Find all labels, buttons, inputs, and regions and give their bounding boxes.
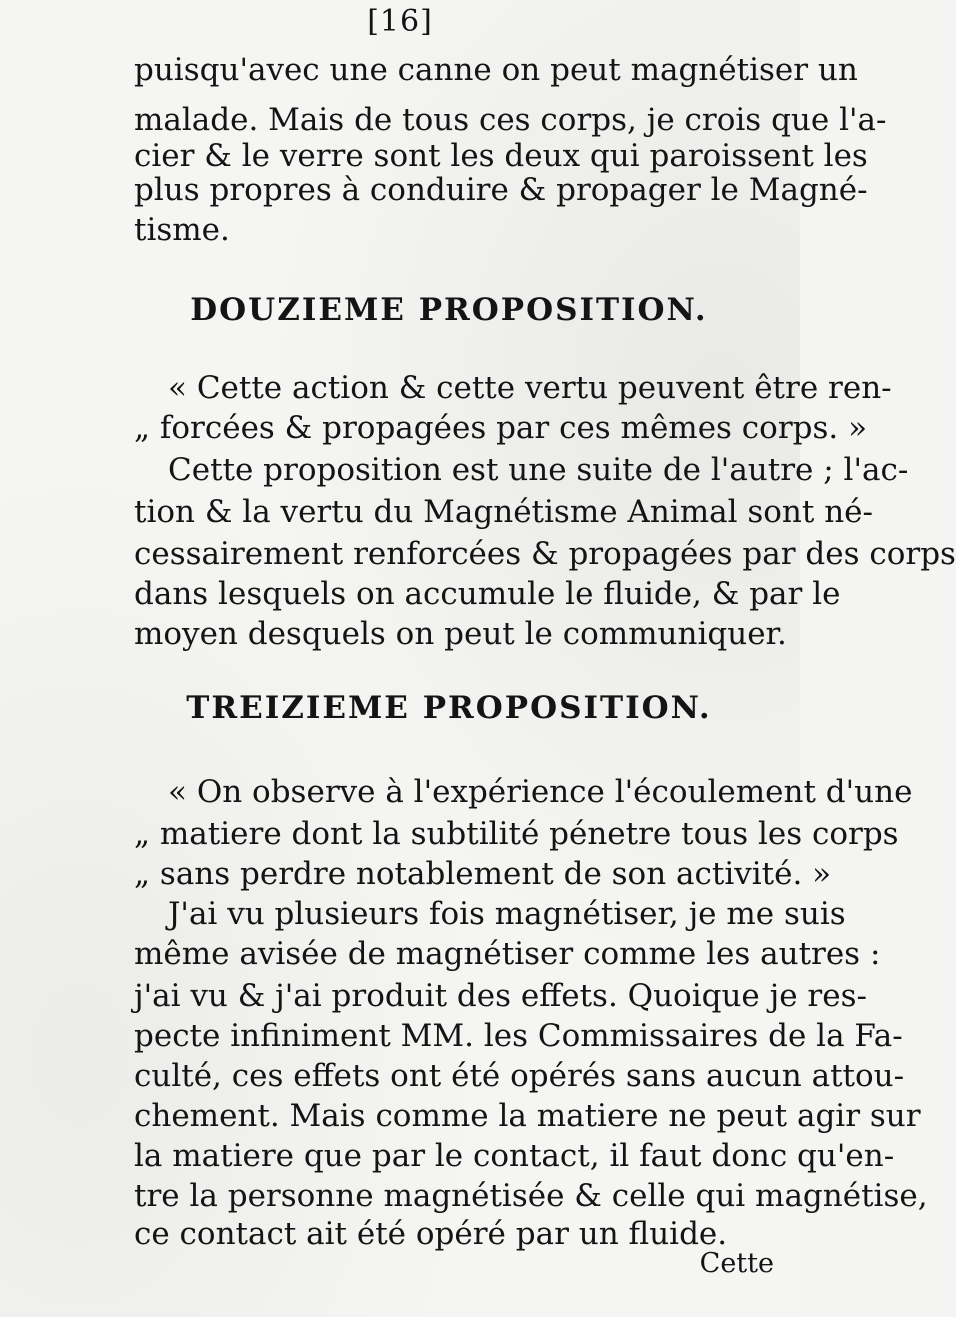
quote-line: « On observe à l'expérience l'écoulement d'une	[168, 774, 913, 810]
text-line: puisqu'avec une canne on peut magnétiser un	[134, 52, 858, 88]
quote-line: „ forcées & propagées par ces mêmes corps. »	[134, 410, 868, 446]
text-line: J'ai vu plusieurs fois magnétiser, je me suis	[168, 896, 846, 932]
text-line: malade. Mais de tous ces corps, je crois que l'a-	[134, 102, 887, 138]
text-line: dans lesquels on accumule le fluide, & par le	[134, 576, 841, 612]
text-line: moyen desquels on peut le communiquer.	[134, 616, 787, 652]
text-line: cier & le verre sont les deux qui paroissent les	[134, 138, 868, 174]
text-line: tisme.	[134, 212, 230, 248]
text-line: tre la personne magnétisée & celle qui magnétise,	[134, 1178, 928, 1214]
text-line: tion & la vertu du Magnétisme Animal sont né-	[134, 494, 873, 530]
text-line: plus propres à conduire & propager le Magné-	[134, 172, 868, 208]
quote-line: « Cette action & cette vertu peuvent être ren-	[168, 370, 892, 406]
text-line: ce contact ait été opéré par un fluide.	[134, 1216, 728, 1252]
text-line: culté, ces effets ont été opérés sans aucun attou-	[134, 1058, 905, 1094]
text-line: la matiere que par le contact, il faut donc qu'en-	[134, 1138, 895, 1174]
section-heading: DOUZIEME PROPOSITION.	[190, 292, 708, 328]
quote-line: „ sans perdre notablement de son activité. »	[134, 856, 832, 892]
text-line: même avisée de magnétiser comme les autres :	[134, 936, 881, 972]
text-line: cessairement renforcées & propagées par des corps	[134, 536, 956, 572]
page-number: [16]	[367, 4, 433, 39]
section-heading: TREIZIEME PROPOSITION.	[186, 690, 712, 726]
text-line: Cette proposition est une suite de l'autre ; l'ac-	[168, 452, 909, 488]
text-line: pecte infiniment MM. les Commissaires de la Fa-	[134, 1018, 903, 1054]
text-line: chement. Mais comme la matiere ne peut agir sur	[134, 1098, 921, 1134]
text-line: j'ai vu & j'ai produit des effets. Quoique je res-	[134, 978, 867, 1014]
quote-line: „ matiere dont la subtilité pénetre tous les corps	[134, 816, 899, 852]
catchword: Cette	[699, 1248, 774, 1279]
